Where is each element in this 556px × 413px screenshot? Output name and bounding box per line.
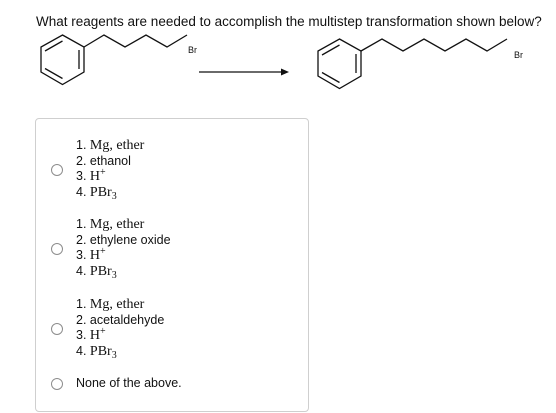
option-steps — [76, 376, 182, 392]
question-text: What reagents are needed to accomplish the multistep transformation shown below? — [36, 14, 542, 29]
step-line: 1. Mg, ether — [76, 217, 145, 232]
radio-button[interactable] — [51, 164, 63, 176]
answer-choices — [35, 118, 309, 412]
step-line: 3. H+ — [76, 167, 106, 184]
step-line: 4. PBr$_3$ — [76, 184, 117, 202]
reactant-br-label: Br — [188, 45, 197, 55]
step-line: 2. ethanol — [76, 153, 131, 168]
radio-button[interactable] — [51, 323, 63, 335]
option-steps — [76, 297, 164, 359]
option-steps — [76, 138, 144, 200]
step-line: None of the above. — [76, 376, 182, 390]
step-line: 1. Mg, ether — [76, 297, 145, 312]
product-molecule — [318, 39, 507, 89]
answer-option-2[interactable] — [36, 217, 308, 283]
benzene-ring-product — [318, 39, 361, 89]
reaction-scheme — [0, 0, 556, 118]
benzene-ring — [41, 35, 84, 85]
alkyl-chain — [84, 35, 187, 47]
reactant-molecule — [41, 35, 187, 85]
step-line: 3. H+ — [76, 326, 106, 343]
answer-option-4[interactable] — [36, 376, 308, 394]
step-line: 3. H+ — [76, 246, 106, 263]
option-steps — [76, 217, 171, 279]
step-line: 4. PBr$_3$ — [76, 263, 117, 281]
step-line: 2. ethylene oxide — [76, 232, 171, 247]
radio-button[interactable] — [51, 378, 63, 390]
answer-option-1[interactable] — [36, 138, 308, 204]
answer-option-3[interactable] — [36, 297, 308, 363]
radio-button[interactable] — [51, 243, 63, 255]
step-line: 1. Mg, ether — [76, 138, 145, 153]
product-br-label: Br — [514, 50, 523, 60]
reaction-arrow — [199, 69, 289, 76]
step-line: 4. PBr$_3$ — [76, 343, 117, 361]
alkyl-chain-product — [361, 39, 507, 51]
step-line: 2. acetaldehyde — [76, 312, 165, 327]
